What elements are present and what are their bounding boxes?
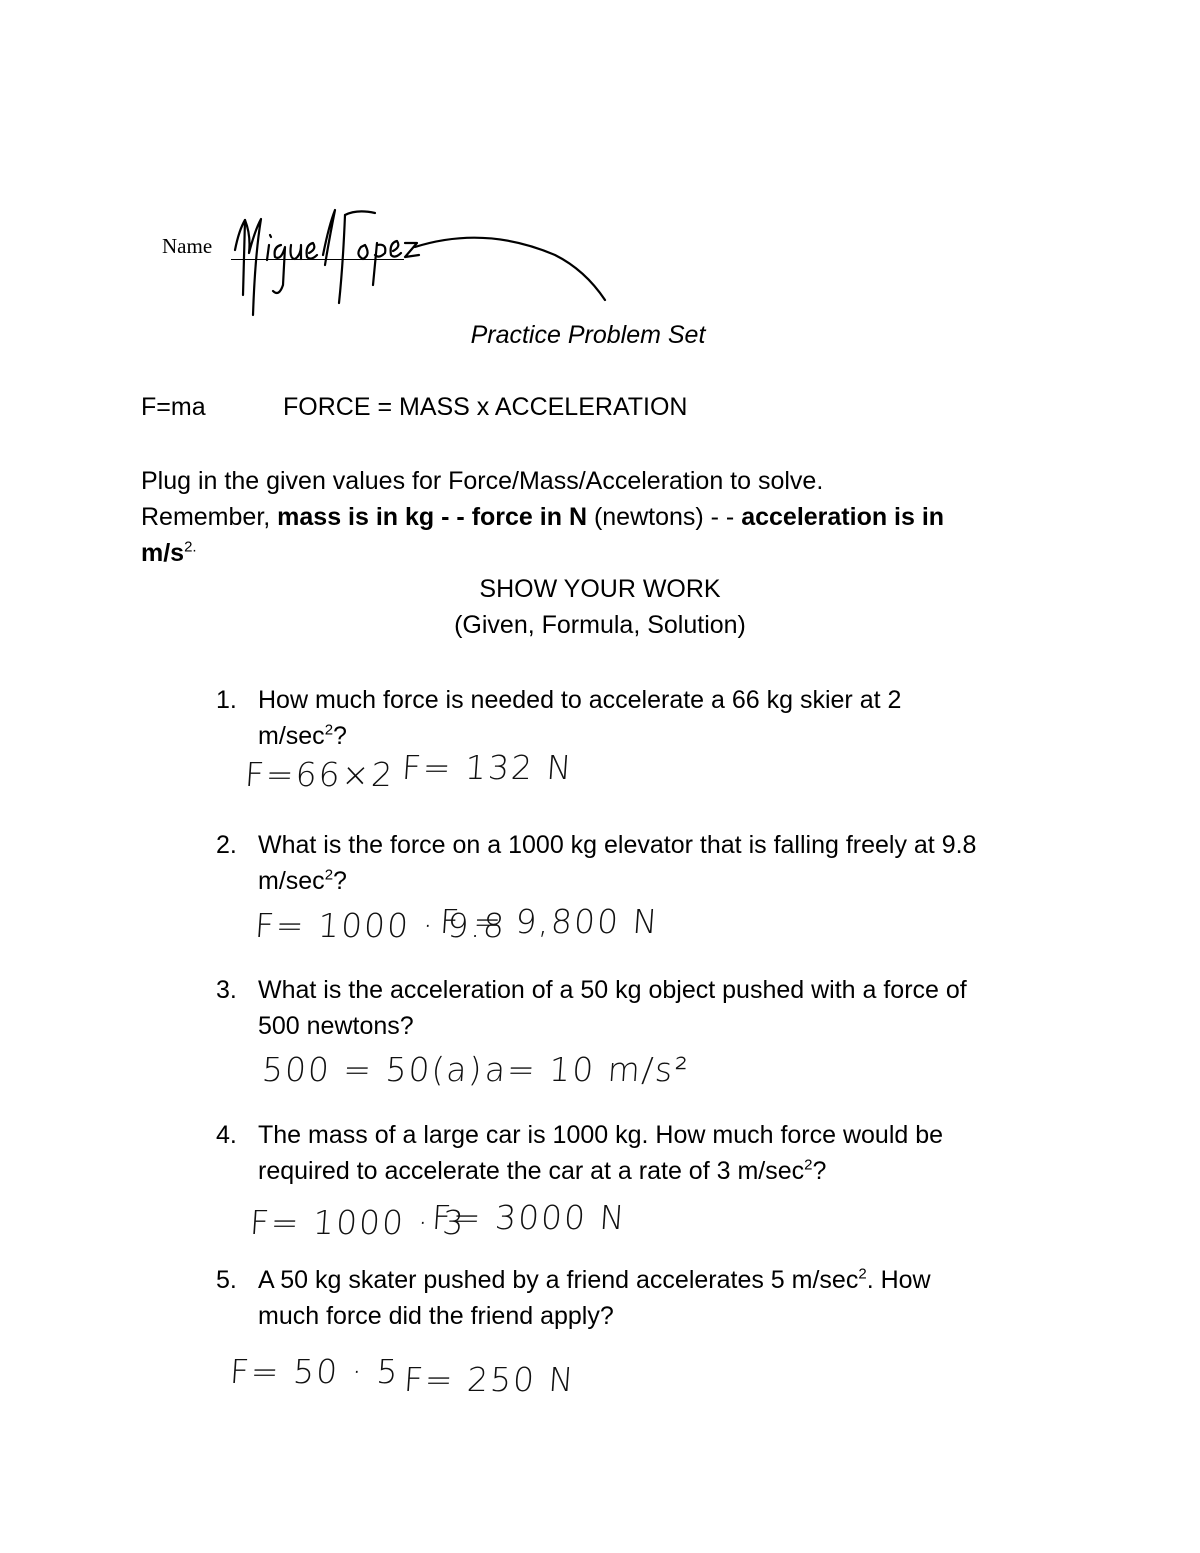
given-formula-solution: (Given, Formula, Solution)	[454, 611, 746, 639]
question-text: 500 newtons?	[258, 1012, 414, 1040]
question-text: How much force is needed to accelerate a 66 kg skier at 2	[258, 686, 902, 714]
answer-work: F= 50 · 5	[228, 1352, 401, 1391]
answer-result: F= 3000 N	[430, 1198, 628, 1237]
answer-result: a= 10 m/s²	[483, 1050, 691, 1089]
instructions-line3	[141, 539, 197, 568]
accel-unit-exp: 2.	[184, 538, 197, 556]
question-text: What is the force on a 1000 kg elevator that is falling freely at 9.8	[258, 831, 977, 859]
answer-work: F= 1000 · 3	[248, 1203, 467, 1242]
exponent: 2	[324, 721, 334, 739]
formula-short: F=ma	[141, 393, 206, 421]
question-text: ?	[812, 1157, 827, 1185]
question-text: . How	[866, 1266, 931, 1294]
question-text: The mass of a large car is 1000 kg. How much force would be	[258, 1121, 944, 1149]
force-unit-text: force in N	[471, 503, 587, 531]
answer-work: 500 = 50(a)	[260, 1050, 485, 1089]
accel-unit-text: acceleration is in	[741, 503, 945, 531]
answer-result: F = 9,800 N	[438, 902, 661, 941]
question-text: What is the acceleration of a 50 kg object pushed with a force of	[258, 976, 967, 1004]
question-number: 4.	[216, 1121, 237, 1149]
exponent: 2	[858, 1265, 867, 1283]
question-text: A 50 kg skater pushed by a friend accelerates 5 m/sec	[258, 1266, 859, 1294]
accel-unit-base: m/s	[141, 539, 185, 567]
page-title: Practice Problem Set	[470, 321, 706, 349]
question-text: m/sec	[258, 722, 325, 750]
formula-line	[141, 393, 688, 422]
signature	[225, 205, 625, 325]
answer-work: F= 1000 · 9.8	[253, 906, 508, 945]
instructions-line2	[141, 503, 944, 532]
remember-text: Remember,	[141, 503, 278, 531]
question-number: 3.	[216, 976, 237, 1004]
formula-long: FORCE = MASS x ACCELERATION	[283, 393, 688, 421]
question-number: 5.	[216, 1266, 237, 1294]
exponent: 2	[324, 866, 334, 884]
answer-result: F= 250 N	[402, 1360, 577, 1399]
question-text: much force did the friend apply?	[258, 1302, 614, 1330]
question-text: ?	[333, 722, 347, 750]
question-text: m/sec	[258, 867, 325, 895]
question-text: ?	[333, 867, 347, 895]
answer-result: F= 132 N	[400, 748, 575, 787]
question-number: 2.	[216, 831, 237, 859]
question-number: 1.	[216, 686, 237, 714]
mass-unit-text: mass is in kg	[277, 503, 435, 531]
name-label: Name	[162, 234, 213, 258]
answer-work: F=66×2	[243, 755, 396, 794]
instructions-line1: Plug in the given values for Force/Mass/Acceleration to solve.	[141, 467, 824, 495]
exponent: 2	[804, 1156, 813, 1174]
show-work-heading: SHOW YOUR WORK	[479, 575, 721, 603]
question-text: required to accelerate the car at a rate of 3 m/sec	[258, 1157, 805, 1185]
separator-text: - -	[434, 503, 472, 531]
newtons-text: (newtons) - -	[587, 503, 742, 531]
